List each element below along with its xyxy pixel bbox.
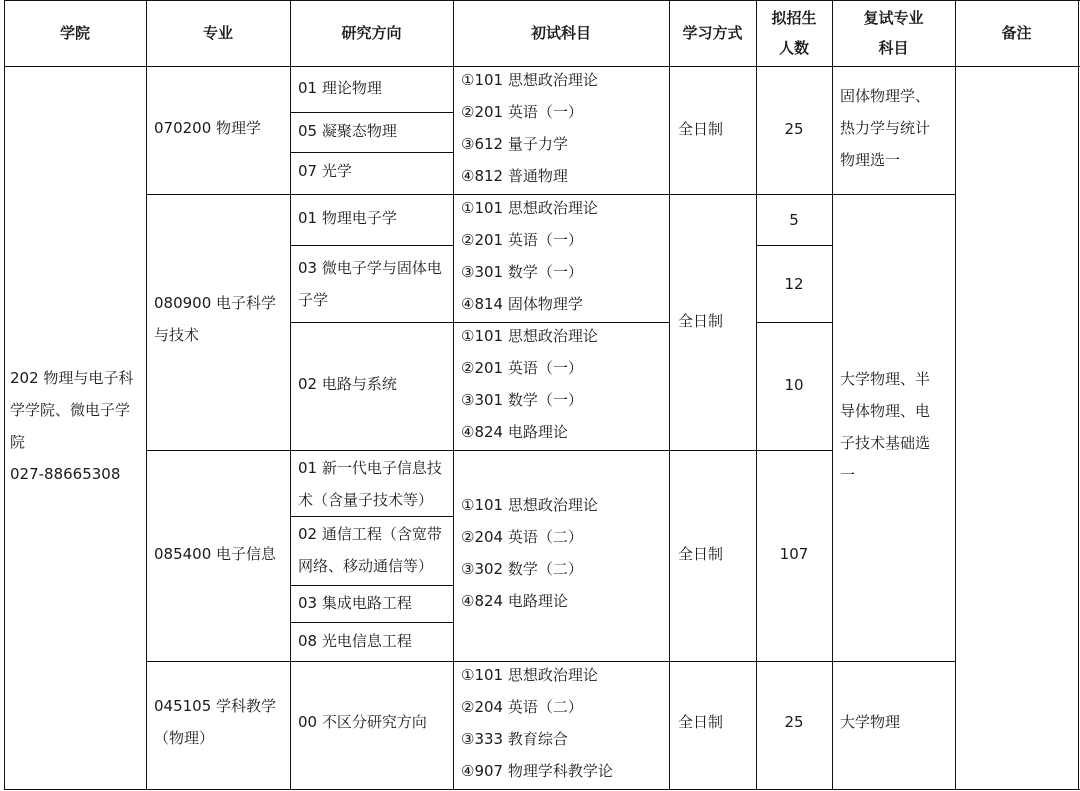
subject-item: ①101 思想政治理论 [461, 666, 598, 684]
table-border-left [4, 0, 5, 790]
enrollment-cell: 12 [784, 275, 804, 293]
header-retest-line2: 科目 [878, 39, 909, 57]
header-enrollment [756, 0, 832, 66]
direction-cell: 01 物理电子学 [298, 209, 397, 227]
enrollment-cell: 5 [789, 211, 799, 229]
header-prelim-subjects: 初试科目 [530, 24, 591, 42]
study-mode-cell: 全日制 [678, 120, 724, 138]
header-study-mode: 学习方式 [682, 24, 743, 42]
direction-cell: 00 不区分研究方向 [298, 713, 427, 731]
col-divider-4 [669, 0, 670, 790]
subject-item: ②204 英语（二） [461, 698, 583, 716]
subject-item: ④907 物理学科教学论 [461, 762, 613, 780]
direction-line: 03 微电子学与固体电 [298, 259, 442, 277]
direction-cell [298, 252, 442, 316]
retest-line: 热力学与统计 [840, 119, 931, 137]
subjects-cell [461, 320, 598, 448]
enrollment-cell: 107 [779, 545, 809, 563]
study-mode-cell: 全日制 [678, 312, 724, 330]
major-line: （物理） [154, 729, 215, 747]
col-divider-1 [146, 0, 147, 790]
retest-line: 一 [840, 466, 856, 484]
subjects-cell [461, 192, 598, 320]
direction-separator [290, 622, 454, 623]
direction-cell [298, 452, 442, 516]
enroll-separator [756, 322, 833, 323]
study-mode-cell: 全日制 [678, 545, 724, 563]
retest-cell [840, 80, 930, 176]
major-cell: 085400 电子信息 [154, 545, 277, 563]
subject-item: ①101 思想政治理论 [461, 327, 598, 345]
subject-item: ②204 英语（二） [461, 528, 583, 546]
col-divider-7 [955, 0, 956, 790]
major-cell [154, 287, 276, 351]
direction-separator [290, 585, 454, 586]
subject-item: ①101 思想政治理论 [461, 199, 598, 217]
direction-line: 术（含量子技术等） [298, 491, 434, 509]
college-name-line3: 院 [10, 433, 26, 451]
retest-cell-shared [840, 363, 930, 491]
retest-line: 固体物理学、 [840, 87, 931, 105]
direction-separator [290, 152, 454, 153]
header-notes: 备注 [1001, 24, 1032, 42]
direction-line: 01 新一代电子信息技 [298, 459, 442, 477]
subject-item: ③301 数学（一） [461, 391, 583, 409]
direction-cell: 08 光电信息工程 [298, 632, 412, 650]
subject-item: ④814 固体物理学 [461, 295, 583, 313]
subject-item: ④812 普通物理 [461, 167, 568, 185]
study-mode-cell: 全日制 [678, 713, 724, 731]
header-direction: 研究方向 [341, 24, 402, 42]
subjects-cell [461, 659, 613, 787]
college-name-line2: 学学院、微电子学 [10, 401, 131, 419]
retest-line: 物理选一 [840, 151, 901, 169]
subject-item: ①101 思想政治理论 [461, 71, 598, 89]
major-line: 与技术 [154, 326, 200, 344]
col-divider-3 [453, 0, 454, 790]
retest-line: 子技术基础选 [840, 434, 931, 452]
subject-item: ②201 英语（一） [461, 231, 583, 249]
direction-line: 02 通信工程（含宽带 [298, 525, 442, 543]
header-college: 学院 [59, 24, 90, 42]
subject-item: ②201 英语（一） [461, 103, 583, 121]
subject-item: ④824 电路理论 [461, 423, 568, 441]
college-name-line1: 202 物理与电子科 [10, 369, 134, 387]
retest-cell: 大学物理 [840, 713, 901, 731]
direction-cell: 02 电路与系统 [298, 375, 397, 393]
header-major: 专业 [202, 24, 233, 42]
direction-cell: 03 集成电路工程 [298, 594, 412, 612]
header-retest-subjects [832, 0, 955, 66]
col-divider-2 [290, 0, 291, 790]
major-cell: 070200 物理学 [154, 119, 262, 137]
direction-cell: 07 光学 [298, 162, 352, 180]
direction-separator [290, 112, 454, 113]
header-enroll-line1: 拟招生 [771, 9, 817, 27]
college-phone: 027-88665308 [10, 465, 121, 483]
direction-cell: 05 凝聚态物理 [298, 122, 397, 140]
major-line: 045105 学科教学 [154, 697, 277, 715]
subjects-cell [461, 489, 598, 617]
subject-item: ③301 数学（一） [461, 263, 583, 281]
subject-item: ③333 教育综合 [461, 730, 568, 748]
subject-item: ④824 电路理论 [461, 592, 568, 610]
college-cell [10, 362, 144, 490]
subject-item: ②201 英语（一） [461, 359, 583, 377]
table-border-bottom [4, 789, 1080, 790]
col-divider-6 [832, 0, 833, 790]
subject-item: ①101 思想政治理论 [461, 496, 598, 514]
enrollment-cell: 25 [784, 713, 804, 731]
subjects-cell [461, 64, 598, 192]
direction-line: 网络、移动通信等） [298, 557, 434, 575]
enrollment-cell: 10 [784, 376, 804, 394]
retest-line: 导体物理、电 [840, 402, 931, 420]
subject-item: ③612 量子力学 [461, 135, 568, 153]
direction-separator [290, 516, 454, 517]
direction-line: 子学 [298, 291, 329, 309]
enroll-separator [756, 245, 833, 246]
retest-line: 大学物理、半 [840, 370, 931, 388]
direction-cell [298, 518, 442, 582]
header-retest-line1: 复试专业 [863, 9, 924, 27]
direction-cell: 01 理论物理 [298, 79, 382, 97]
major-line: 080900 电子科学 [154, 294, 277, 312]
subject-item: ③302 数学（二） [461, 560, 583, 578]
direction-separator [290, 245, 454, 246]
group-separator [146, 450, 833, 451]
header-enroll-line2: 人数 [778, 39, 809, 57]
enrollment-cell: 25 [784, 120, 804, 138]
major-cell [154, 690, 276, 754]
direction-separator [290, 322, 454, 323]
table-border-right [1078, 0, 1079, 790]
